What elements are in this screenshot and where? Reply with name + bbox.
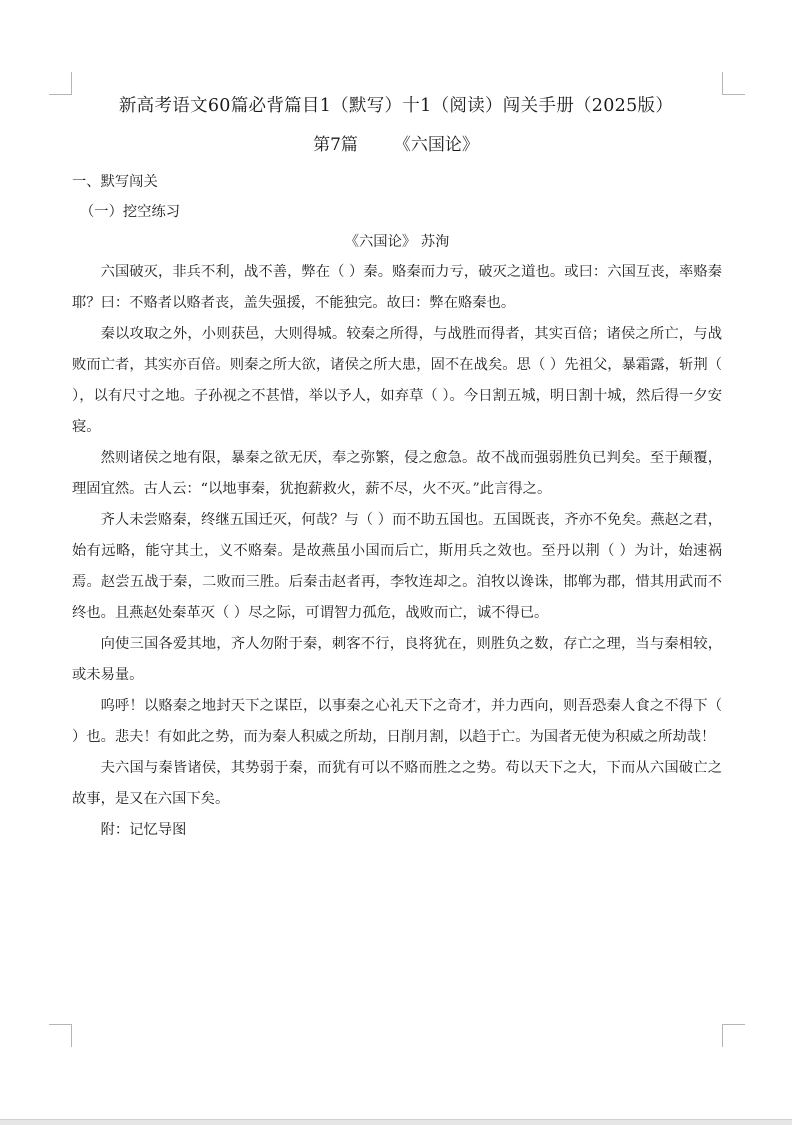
passage-paragraph-1: 六国破灭，非兵不利，战不善，弊在（ ）秦。赂秦而力亏，破灭之道也。或曰：六国互丧，率赂秦耶？曰：不赂者以赂者丧，盖失强援，不能独完。故曰：弊在赂秦也。	[72, 264, 722, 311]
passage-title: 《六国论》 苏洵	[344, 234, 450, 250]
passage-paragraph-7: 夫六国与秦皆诸侯，其势弱于秦，而犹有可以不赂而胜之之势。苟以天下之大，下而从六国破亡之故事，是又在六国下矣。	[72, 760, 722, 807]
crop-mark-top-left	[49, 72, 72, 95]
passage-paragraph-3: 然则诸侯之地有限，暴秦之欲无厌，奉之弥繁，侵之愈急。故不战而强弱胜负已判矣。至于颠覆，理固宜然。古人云：“以地事秦，犹抱薪救火，薪不尽，火不灭。”此言得之。	[72, 450, 722, 497]
document-title: 新高考语文60篇必背篇目1（默写）十1（阅读）闯关手册（2025版）	[118, 96, 674, 116]
section-subheading: （一）挖空练习	[80, 204, 181, 220]
document-body	[72, 167, 722, 846]
section-heading: 一、默写闯关	[72, 174, 158, 190]
chapter-name: 《六国论》	[393, 135, 479, 155]
crop-mark-top-right	[722, 72, 745, 95]
viewer-bottom-edge	[0, 1119, 792, 1125]
chapter-title	[72, 133, 720, 157]
passage-paragraph-6: 呜呼！以赂秦之地封天下之谋臣，以事秦之心礼天下之奇才，并力西向，则吾恐秦人食之不得下（ ）也。悲夫！有如此之势，而为秦人积威之所劫，日削月割，以趋于亡。为国者无使为积威之所劫哉！	[72, 698, 722, 745]
appendix-label: 附：记忆导图	[100, 822, 187, 838]
chapter-label: 第7篇	[313, 135, 358, 155]
crop-mark-bottom-left	[49, 1024, 72, 1047]
crop-mark-bottom-right	[722, 1024, 745, 1047]
passage-paragraph-2: 秦以攻取之外，小则获邑，大则得城。较秦之所得，与战胜而得者，其实百倍；诸侯之所亡，与战败而亡者，其实亦百倍。则秦之所大欲，诸侯之所大患，固不在战矣。思（ ）先祖父，暴霜露，斩荆（ ），以有尺寸之地。子孙视之不甚惜，举以予人，如弃草（ ）。今日割五城，明日割十城，然后得一夕安寝。	[72, 326, 722, 435]
passage-paragraph-5: 向使三国各爱其地，齐人勿附于秦，刺客不行，良将犹在，则胜负之数，存亡之理，当与秦相较，或未易量。	[72, 636, 722, 683]
passage-paragraph-4: 齐人未尝赂秦，终继五国迁灭，何哉？与（ ）而不助五国也。五国既丧，齐亦不免矣。燕赵之君，始有远略，能守其土，义不赂秦。是故燕虽小国而后亡，斯用兵之效也。至丹以荆（ ）为计，始速祸焉。赵尝五战于秦，二败而三胜。后秦击赵者再，李牧连却之。洎牧以谗诛，邯郸为郡，惜其用武而不终也。且燕赵处秦革灭（ ）尽之际，可谓智力孤危，战败而亡，诚不得已。	[72, 512, 722, 621]
